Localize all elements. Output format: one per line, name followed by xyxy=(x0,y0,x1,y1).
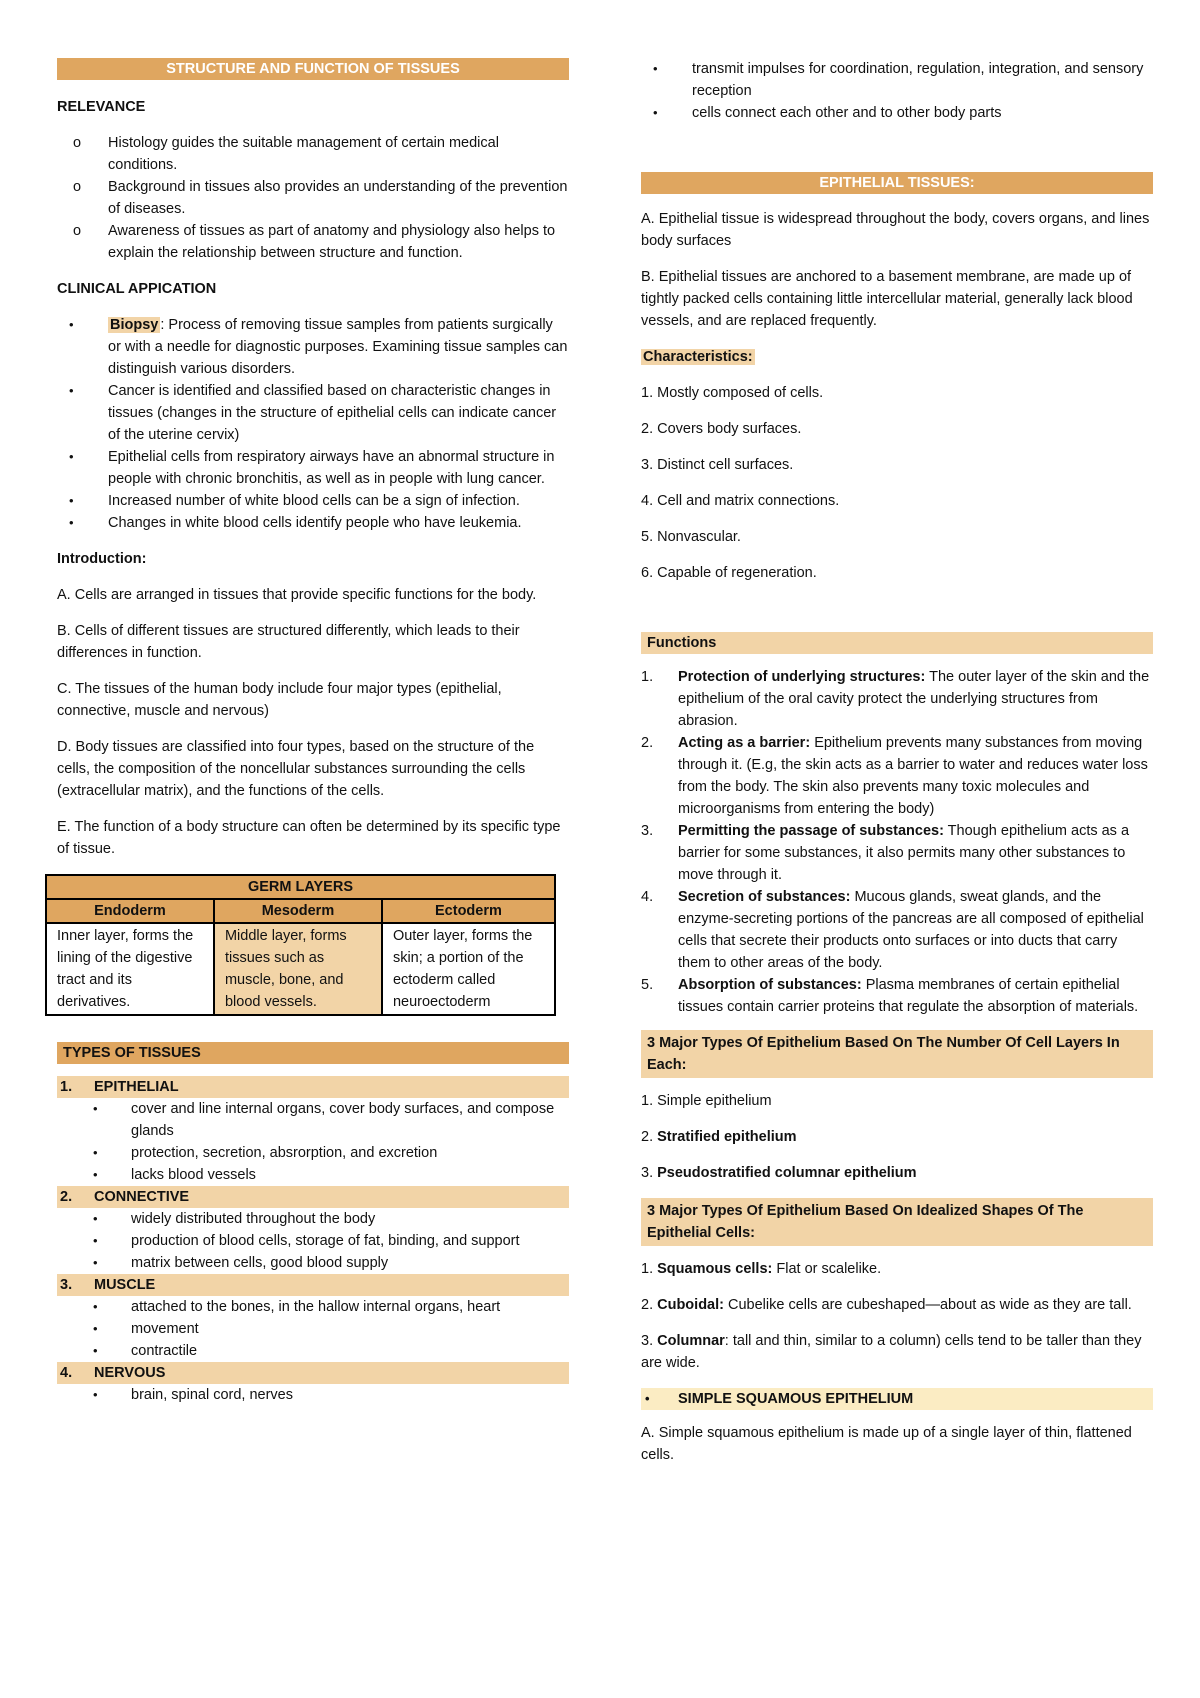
types-heading: TYPES OF TISSUES xyxy=(57,1042,569,1064)
list-item: • widely distributed throughout the body xyxy=(57,1208,569,1230)
germ-table-cell: Outer layer, forms the skin; a portion of the ectoderm called neuroectoderm xyxy=(382,923,555,1015)
germ-table-cell: Middle layer, forms tissues such as muscle, bone, and blood vessels. xyxy=(214,923,382,1015)
characteristic-item: 6. Capable of regeneration. xyxy=(641,565,817,581)
shape-item: 2. Cuboidal: Cubelike cells are cubeshaped—about as wide as they are tall. xyxy=(641,1297,1132,1313)
list-item: • cells connect each other and to other body parts xyxy=(641,102,1153,124)
layers-heading: 3 Major Types Of Epithelium Based On The Number Of Cell Layers In Each: xyxy=(641,1030,1153,1078)
bullet-marker: • xyxy=(93,1321,98,1336)
list-item: 2. Acting as a barrier: Epithelium prevents many substances from moving through it. (E.g, the skin acts as a barrier to water and reduces water loss from the body. The skin also prevents many toxic molecules and microorganisms from entering the body) xyxy=(641,735,1148,817)
simple-squamous-paragraph: A. Simple squamous epithelium is made up of a single layer of thin, flattened cells. xyxy=(641,1425,1132,1463)
bullet-marker: • xyxy=(653,105,658,120)
list-item: • transmit impulses for coordination, regulation, integration, and sensory reception xyxy=(641,58,1153,102)
document-title: STRUCTURE AND FUNCTION OF TISSUES xyxy=(57,58,569,80)
functions-heading: Functions xyxy=(641,632,1153,654)
functions-list xyxy=(641,666,1153,1018)
bullet-marker: • xyxy=(69,449,74,464)
intro-paragraph: B. Cells of different tissues are structured differently, which leads to their differences in function. xyxy=(57,623,520,661)
layer-item: 1. Simple epithelium xyxy=(641,1093,772,1109)
intro-heading: Introduction: xyxy=(57,551,147,567)
bullet-marker: • xyxy=(69,317,74,332)
germ-table-header: Mesoderm xyxy=(214,899,382,923)
list-item: • lacks blood vessels xyxy=(57,1164,569,1186)
list-item: • brain, spinal cord, nerves xyxy=(57,1384,569,1406)
bullet-marker: • xyxy=(93,1233,98,1248)
intro-paragraph: C. The tissues of the human body include four major types (epithelial, connective, muscle and nervous) xyxy=(57,681,502,719)
list-marker: o xyxy=(73,135,82,151)
bullet-marker: • xyxy=(93,1299,98,1314)
tissue-type-connective: 2. CONNECTIVE xyxy=(57,1186,569,1208)
characteristic-item: 4. Cell and matrix connections. xyxy=(641,493,840,509)
bullet-marker: • xyxy=(645,1391,650,1406)
bullet-marker: • xyxy=(69,383,74,398)
germ-table-cell: Inner layer, forms the lining of the digestive tract and its derivatives. xyxy=(46,923,214,1015)
list-item: 5. Absorption of substances: Plasma membranes of certain epithelial tissues contain carrier proteins that regulate the absorption of materials. xyxy=(641,977,1139,1015)
bullet-marker: • xyxy=(93,1343,98,1358)
intro-paragraph: D. Body tissues are classified into four types, based on the structure of the cells, the composition of the noncellular substances surrounding the cells (extracellular matrix), and the functions of the cells. xyxy=(57,739,535,799)
germ-table-header: Endoderm xyxy=(46,899,214,923)
bullet-marker: • xyxy=(93,1255,98,1270)
characteristic-item: 3. Distinct cell surfaces. xyxy=(641,457,794,473)
list-item: • movement xyxy=(57,1318,569,1340)
list-item: 4. Secretion of substances: Mucous glands, sweat glands, and the enzyme-secreting portions of the pancreas are all composed of epithelial cells that secrete their products onto surfaces or into ducts that carry them to other areas of the body. xyxy=(641,889,1144,971)
characteristic-item: 2. Covers body surfaces. xyxy=(641,421,802,437)
epithelial-heading: EPITHELIAL TISSUES: xyxy=(641,172,1153,194)
clinical-heading: CLINICAL APPICATION xyxy=(57,281,217,297)
layer-item: 3. Pseudostratified columnar epithelium xyxy=(641,1165,917,1181)
characteristic-item: 1. Mostly composed of cells. xyxy=(641,385,824,401)
list-item: o Histology guides the suitable management of certain medical conditions. xyxy=(57,132,569,176)
bullet-marker: • xyxy=(93,1145,98,1160)
bullet-marker: • xyxy=(653,61,658,76)
shape-item: 1. Squamous cells: Flat or scalelike. xyxy=(641,1261,882,1277)
intro-paragraph: E. The function of a body structure can often be determined by its specific type of tissue. xyxy=(57,819,561,857)
tissue-type-nervous: 4. NERVOUS xyxy=(57,1362,569,1384)
list-item: • attached to the bones, in the hallow internal organs, heart xyxy=(57,1296,569,1318)
tissue-type-items xyxy=(57,1296,569,1362)
list-item: o Background in tissues also provides an understanding of the prevention of diseases. xyxy=(57,176,569,220)
list-item: 1. Protection of underlying structures: The outer layer of the skin and the epithelium of the oral cavity protect the underlying structures from abrasion. xyxy=(641,669,1150,729)
characteristic-item: 5. Nonvascular. xyxy=(641,529,741,545)
epithelial-paragraph: B. Epithelial tissues are anchored to a basement membrane, are made up of tightly packed cells containing little intercellular material, generally lack blood vessels, and are replaced frequently. xyxy=(641,269,1133,329)
germ-layers-table xyxy=(45,874,556,1016)
right-column xyxy=(641,58,1153,1466)
bullet-marker: • xyxy=(69,515,74,530)
list-item: • Epithelial cells from respiratory airways have an abnormal structure in people with chronic bronchitis, as well as in people with lung cancer. xyxy=(57,446,569,490)
clinical-list xyxy=(57,314,569,534)
bullet-marker: • xyxy=(93,1167,98,1182)
nervous-continued-list xyxy=(641,58,1153,124)
list-item: • Changes in white blood cells identify people who have leukemia. xyxy=(57,512,569,534)
characteristics-heading: Characteristics: xyxy=(643,349,753,365)
simple-squamous-heading: • SIMPLE SQUAMOUS EPITHELIUM xyxy=(641,1388,1153,1410)
list-item: o Awareness of tissues as part of anatomy and physiology also helps to explain the relationship between structure and function. xyxy=(57,220,569,264)
shapes-heading: 3 Major Types Of Epithelium Based On Idealized Shapes Of The Epithelial Cells: xyxy=(641,1198,1153,1246)
list-item: • matrix between cells, good blood supply xyxy=(57,1252,569,1274)
tissue-type-epithelial: 1. EPITHELIAL xyxy=(57,1076,569,1098)
list-marker: o xyxy=(73,223,82,239)
epithelial-paragraph: A. Epithelial tissue is widespread throughout the body, covers organs, and lines body surfaces xyxy=(641,211,1150,249)
tissue-type-items xyxy=(57,1208,569,1274)
biopsy-term: Biopsy xyxy=(110,317,159,333)
tissue-type-items xyxy=(57,1098,569,1186)
tissue-type-muscle: 3. MUSCLE xyxy=(57,1274,569,1296)
bullet-marker: • xyxy=(69,493,74,508)
layer-item: 2. Stratified epithelium xyxy=(641,1129,797,1145)
bullet-marker: • xyxy=(93,1101,98,1116)
list-item: • Biopsy : Process of removing tissue samples from patients surgically or with a needle for diagnostic purposes. Examining tissue samples can distinguish various disorders. xyxy=(57,314,569,380)
list-item: • cover and line internal organs, cover body surfaces, and compose glands xyxy=(57,1098,569,1142)
list-marker: o xyxy=(73,179,82,195)
relevance-heading: RELEVANCE xyxy=(57,99,146,115)
list-item: 3. Permitting the passage of substances: Though epithelium acts as a barrier for some substances, it also permits many other substances to move through it. xyxy=(641,823,1130,883)
tissue-type-items xyxy=(57,1384,569,1406)
list-item: • contractile xyxy=(57,1340,569,1362)
list-item: • production of blood cells, storage of fat, binding, and support xyxy=(57,1230,569,1252)
list-item: • protection, secretion, absrorption, and excretion xyxy=(57,1142,569,1164)
germ-table-title: GERM LAYERS xyxy=(46,875,555,899)
shape-item: 3. Columnar: tall and thin, similar to a column) cells tend to be taller than they are wide. xyxy=(641,1333,1142,1371)
germ-table-header: Ectoderm xyxy=(382,899,555,923)
left-column xyxy=(57,58,569,1406)
list-item: • Increased number of white blood cells can be a sign of infection. xyxy=(57,490,569,512)
relevance-list xyxy=(57,132,569,264)
list-item: • Cancer is identified and classified based on characteristic changes in tissues (changes in the structure of epithelial cells can indicate cancer of the uterine cervix) xyxy=(57,380,569,446)
intro-paragraph: A. Cells are arranged in tissues that provide specific functions for the body. xyxy=(57,587,537,603)
bullet-marker: • xyxy=(93,1211,98,1226)
bullet-marker: • xyxy=(93,1387,98,1402)
